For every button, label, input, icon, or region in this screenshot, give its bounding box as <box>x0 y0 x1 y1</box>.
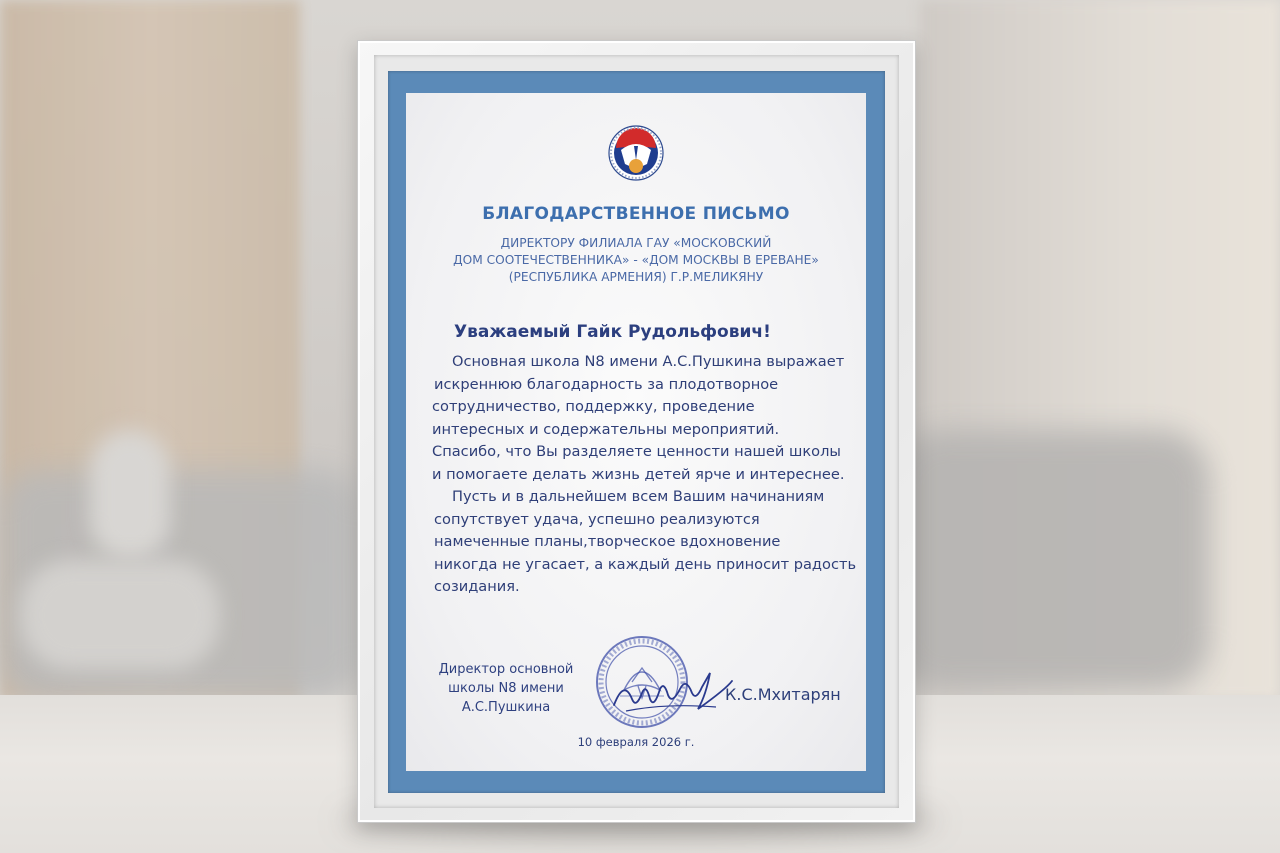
background-sofa-right <box>890 430 1210 690</box>
background-vase <box>90 430 170 560</box>
background-side-table <box>20 560 220 670</box>
addressee-line: ДОМ СООТЕЧЕСТВЕННИКА» - «ДОМ МОСКВЫ В ЕРЕВАНЕ» <box>453 253 819 267</box>
thank-you-letter <box>406 93 866 771</box>
body-line: созидания. <box>434 578 520 595</box>
body-line: и помогаете делать жизнь детей ярче и интереснее. <box>432 465 845 483</box>
signer-line: Директор основной <box>438 662 574 677</box>
body-line: Пусть и в дальнейшем всем Вашим начинаниям <box>452 488 825 505</box>
handwritten-signature <box>606 659 736 719</box>
addressee-line: (РЕСПУБЛИКА АРМЕНИЯ) Г.Р.МЕЛИКЯНУ <box>508 270 764 284</box>
frame-mat <box>388 71 885 793</box>
body-line: сопутствует удача, успешно реализуются <box>434 510 760 528</box>
addressee-block <box>406 235 866 286</box>
letter-title: БЛАГОДАРСТВЕННОЕ ПИСЬМО <box>482 204 790 224</box>
signer-title <box>436 660 576 717</box>
body-line: Основная школа N8 имени А.С.Пушкина выражает <box>452 353 845 370</box>
body-line: интересных и содержательны мероприятий. <box>432 420 780 438</box>
body-line: никогда не угасает, а каждый день приносит радость <box>434 555 857 573</box>
signer-line: А.С.Пушкина <box>461 700 551 715</box>
picture-frame <box>357 40 916 823</box>
greeting: Уважаемый Гайк Рудольфович! <box>454 322 771 342</box>
emblem-logo <box>607 124 665 182</box>
addressee-line: ДИРЕКТОРУ ФИЛИАЛА ГАУ «МОСКОВСКИЙ <box>500 236 772 250</box>
signatory-name: К.С.Мхитарян <box>725 685 841 704</box>
signer-line: школы N8 имени <box>448 681 564 696</box>
letter-date: 10 февраля 2026 г. <box>577 735 695 749</box>
body-line: искреннюю благодарность за плодотворное <box>434 375 779 393</box>
body-line: Спасибо, что Вы разделяете ценности нашей школы <box>432 443 841 460</box>
body-line: сотрудничество, поддержку, проведение <box>432 398 755 415</box>
letter-body <box>432 351 862 599</box>
body-line: намеченные планы,творческое вдохновение <box>434 533 781 550</box>
